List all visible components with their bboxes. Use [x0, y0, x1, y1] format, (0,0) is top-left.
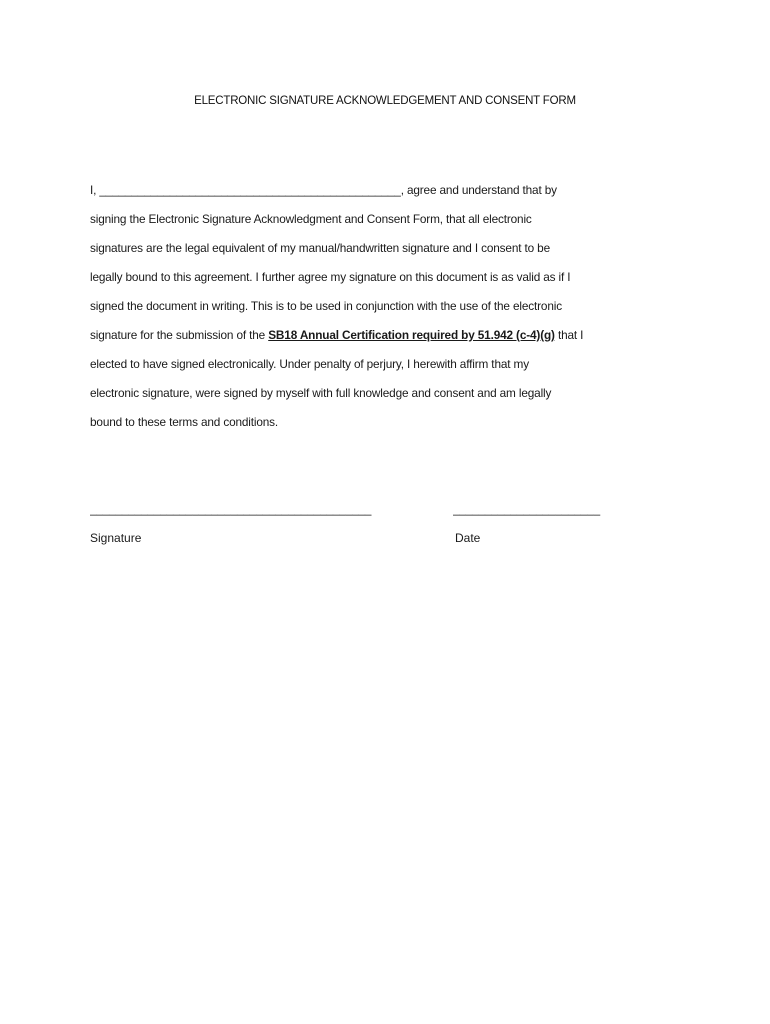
date-blank-line[interactable]: _______________________ [453, 504, 601, 516]
date-label: Date [455, 531, 481, 545]
line-prefix: signature for the submission of the [90, 328, 269, 342]
paragraph-line: I, _______________________________________________, agree and understand that by [90, 183, 557, 197]
paragraph-line: elected to have signed electronically. Under penalty of perjury, I herewith affirm that my [90, 357, 529, 371]
certification-reference: SB18 Annual Certification required by 51.942 (c-4)(g) [268, 328, 555, 342]
paragraph-line: signed the document in writing. This is to be used in conjunction with the use of the electronic [90, 299, 562, 313]
paragraph-line: legally bound to this agreement. I further agree my signature on this document is as valid as if I [90, 270, 571, 284]
paragraph-line: electronic signature, were signed by myself with full knowledge and consent and am legally [90, 386, 552, 400]
form-title: ELECTRONIC SIGNATURE ACKNOWLEDGEMENT AND CONSENT FORM [194, 95, 576, 107]
paragraph-line: signing the Electronic Signature Acknowledgment and Consent Form, that all electronic [90, 212, 532, 226]
line-suffix: that I [554, 328, 584, 342]
consent-paragraph [90, 176, 650, 437]
paragraph-line: signatures are the legal equivalent of my manual/handwritten signature and I consent to be [90, 241, 550, 255]
signature-label: Signature [90, 531, 142, 545]
paragraph-line: bound to these terms and conditions. [90, 415, 279, 429]
signature-blank-line[interactable]: ____________________________________________ [90, 504, 372, 516]
paragraph-line-reference [90, 321, 650, 350]
